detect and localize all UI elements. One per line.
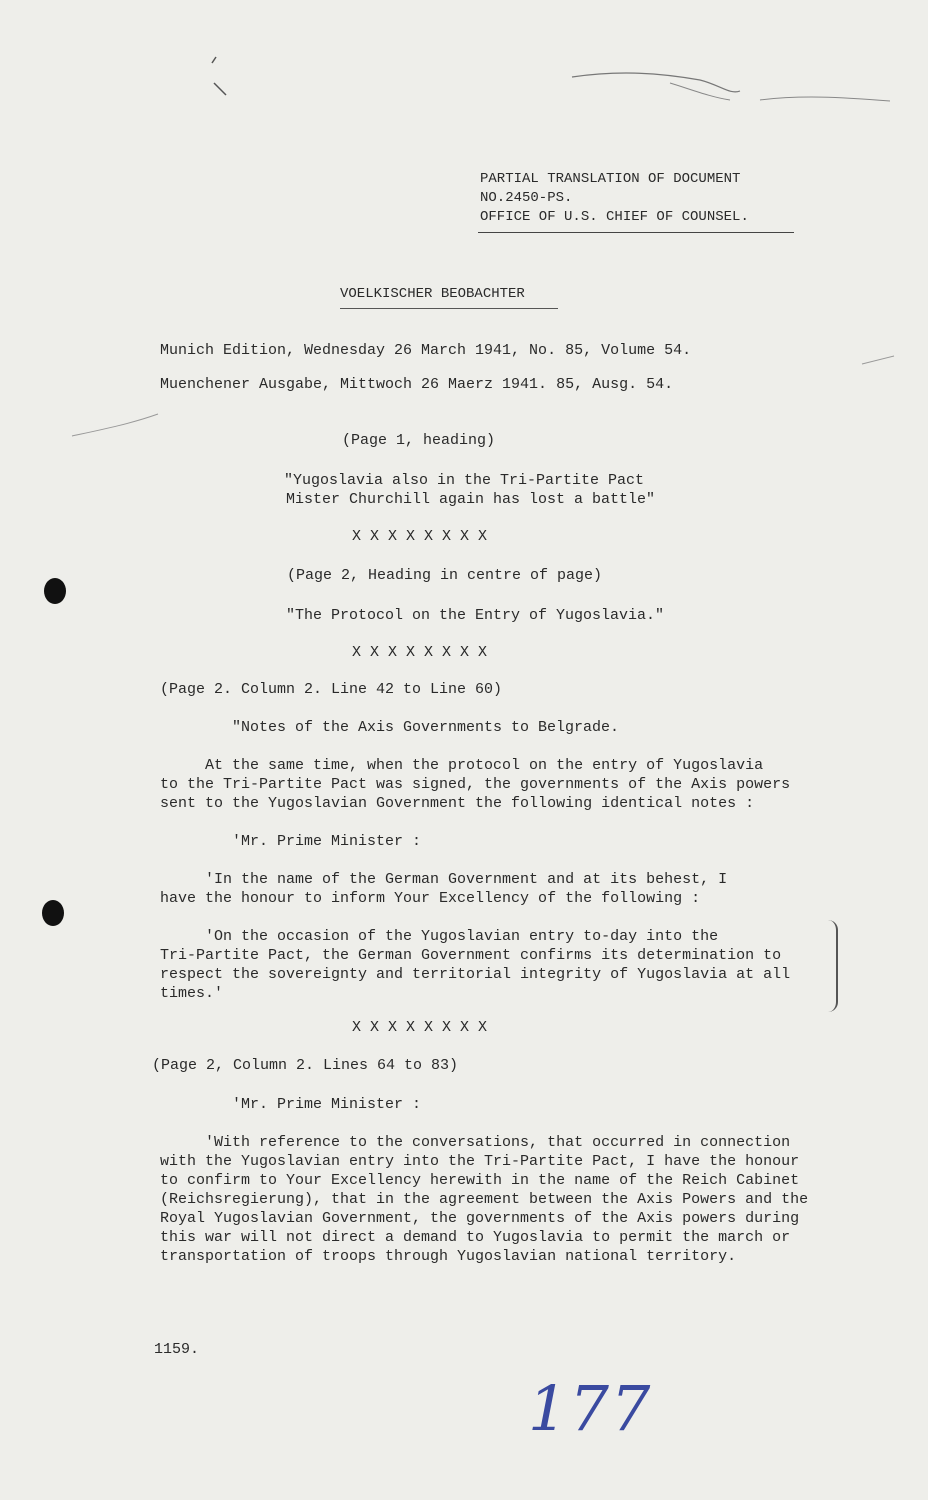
column-reference-1: (Page 2. Column 2. Line 42 to Line 60) (160, 681, 503, 698)
paragraph-4-line-7: transportation of troops through Yugoslavian national territory. (160, 1248, 737, 1265)
margin-bracket (818, 920, 838, 1012)
paragraph-4-line-1: 'With reference to the conversations, that occurred in connection (160, 1134, 791, 1151)
notes-title: "Notes of the Axis Governments to Belgrade. (232, 719, 620, 736)
paragraph-3-line-4: times.' (160, 985, 224, 1002)
paragraph-3-line-3: respect the sovereignty and territorial integrity of Yugoslavia at all (160, 966, 791, 983)
column-reference-2: (Page 2, Column 2. Lines 64 to 83) (152, 1057, 459, 1074)
paragraph-1-line-3: sent to the Yugoslavian Government the following identical notes : (160, 795, 755, 812)
paragraph-2-line-1: 'In the name of the German Government and at its behest, I (160, 871, 728, 888)
separator-3: X X X X X X X X (352, 1019, 488, 1036)
paragraph-4-line-2: with the Yugoslavian entry into the Tri-Partite Pact, I have the honour (160, 1153, 800, 1170)
edition-english: Munich Edition, Wednesday 26 March 1941, No. 85, Volume 54. (160, 342, 692, 359)
page1-reference: (Page 1, heading) (342, 432, 496, 449)
salutation-1: 'Mr. Prime Minister : (232, 833, 422, 850)
paragraph-4-line-6: this war will not direct a demand to Yugoslavia to permit the march or (160, 1229, 791, 1246)
pencil-mark-right (860, 350, 900, 370)
salutation-2: 'Mr. Prime Minister : (232, 1096, 422, 1113)
document-header-line1: PARTIAL TRANSLATION OF DOCUMENT (480, 171, 741, 187)
separator-2: X X X X X X X X (352, 644, 488, 661)
pencil-mark-left (70, 410, 160, 440)
edition-german: Muenchener Ausgabe, Mittwoch 26 Maerz 1941. 85, Ausg. 54. (160, 376, 674, 393)
paragraph-4-line-4: (Reichsregierung), that in the agreement between the Axis Powers and the (160, 1191, 809, 1208)
page2-headline: "The Protocol on the Entry of Yugoslavia." (286, 607, 665, 624)
page1-headline-line2: Mister Churchill again has lost a battle" (286, 491, 656, 508)
paragraph-2-line-2: have the honour to inform Your Excellency of the following : (160, 890, 701, 907)
paragraph-1-line-1: At the same time, when the protocol on the entry of Yugoslavia (160, 757, 764, 774)
newspaper-title-rule (340, 308, 558, 309)
punch-hole-bottom (42, 900, 64, 926)
handwritten-page-number: 177 (528, 1372, 653, 1445)
newspaper-title: VOELKISCHER BEOBACHTER (340, 286, 525, 302)
paragraph-4-line-3: to confirm to Your Excellency herewith in the name of the Reich Cabinet (160, 1172, 800, 1189)
paragraph-1-line-2: to the Tri-Partite Pact was signed, the governments of the Axis powers (160, 776, 791, 793)
page-footer-number: 1159. (154, 1341, 200, 1358)
header-rule (478, 232, 794, 233)
paragraph-3-line-1: 'On the occasion of the Yugoslavian entry to-day into the (160, 928, 719, 945)
paragraph-4-line-5: Royal Yugoslavian Government, the governments of the Axis powers during (160, 1210, 800, 1227)
document-header-line2: NO.2450-PS. (480, 190, 573, 206)
document-header-line3: OFFICE OF U.S. CHIEF OF COUNSEL. (480, 209, 749, 225)
page1-headline-line1: "Yugoslavia also in the Tri-Partite Pact (284, 472, 645, 489)
punch-hole-top (44, 578, 66, 604)
separator-1: X X X X X X X X (352, 528, 488, 545)
paragraph-3-line-2: Tri-Partite Pact, the German Government confirms its determination to (160, 947, 782, 964)
page2-reference: (Page 2, Heading in centre of page) (287, 567, 603, 584)
pencil-marks (200, 55, 900, 115)
